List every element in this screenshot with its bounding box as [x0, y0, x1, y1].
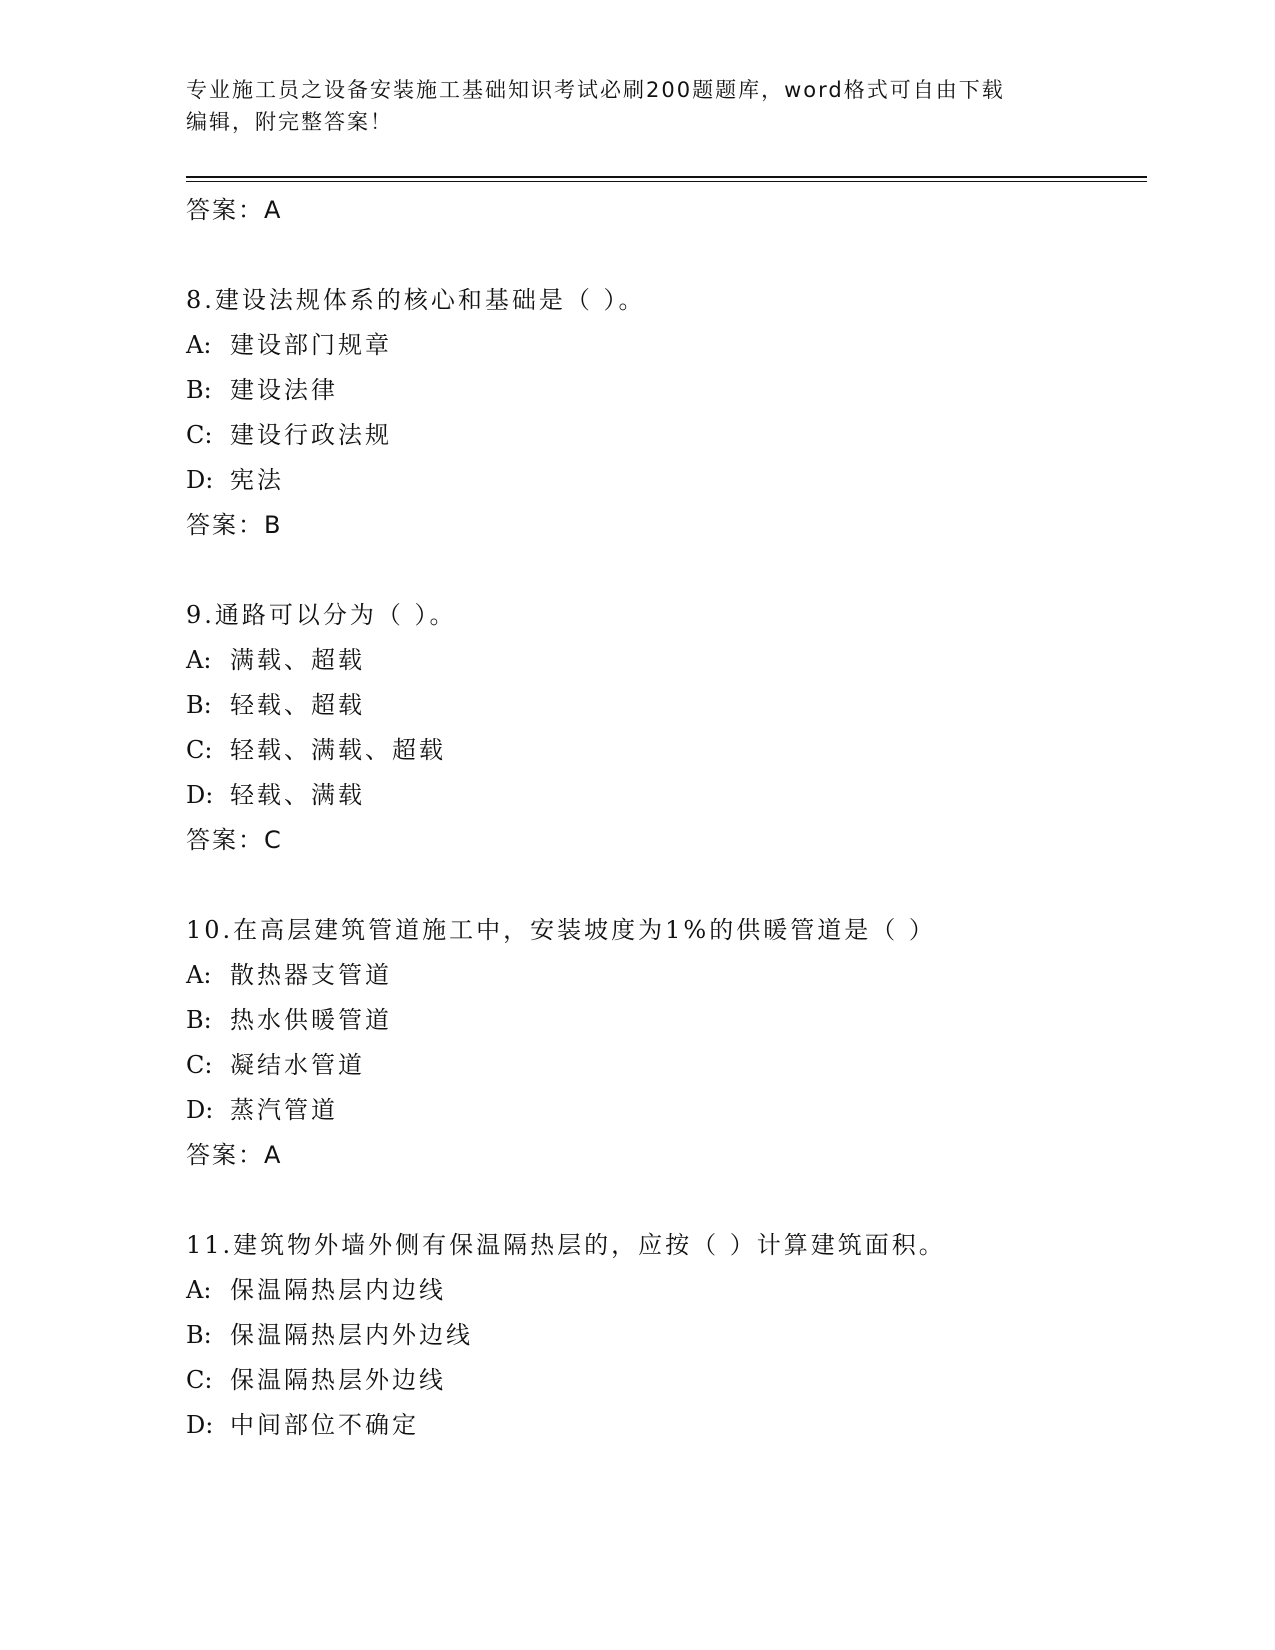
option-row [186, 689, 365, 721]
option-label: D: [186, 781, 214, 809]
option-row [186, 1274, 446, 1306]
option-text: 轻载、满载 [230, 781, 365, 809]
header-line-1: 专业施工员之设备安装施工基础知识考试必刷200题题库，word格式可自由下载 [186, 78, 1005, 102]
question-stem: 9.通路可以分为（ ）。 [186, 601, 457, 629]
option-text: 散热器支管道 [230, 961, 392, 989]
option-row [186, 959, 392, 991]
option-label: C: [186, 1051, 213, 1079]
option-text: 保温隔热层外边线 [230, 1366, 446, 1394]
option-label: B: [186, 1321, 212, 1349]
option-text: 凝结水管道 [230, 1051, 365, 1079]
option-text: 中间部位不确定 [230, 1411, 419, 1439]
option-row [186, 1004, 392, 1036]
option-text: 宪法 [230, 466, 284, 494]
option-row [186, 464, 284, 496]
option-label: A: [186, 1276, 212, 1304]
option-label: C: [186, 1366, 213, 1394]
option-text: 热水供暖管道 [230, 1006, 392, 1034]
option-label: A: [186, 331, 212, 359]
prev-answer: 答案：A [186, 196, 283, 224]
option-label: A: [186, 646, 212, 674]
option-label: D: [186, 1411, 214, 1439]
option-text: 轻载、满载、超载 [230, 736, 446, 764]
option-text: 建设行政法规 [230, 421, 392, 449]
question-stem: 10.在高层建筑管道施工中，安装坡度为1%的供暖管道是（ ） [186, 916, 936, 944]
answer: 答案：C [186, 826, 283, 854]
option-row [186, 329, 392, 361]
option-row [186, 1409, 419, 1441]
option-row [186, 1049, 365, 1081]
header-rule-thick [186, 176, 1147, 178]
option-text: 建设法律 [230, 376, 338, 404]
question-stem: 8.建设法规体系的核心和基础是（ ）。 [186, 286, 646, 314]
option-row [186, 779, 365, 811]
option-label: A: [186, 961, 212, 989]
option-text: 轻载、超载 [230, 691, 365, 719]
option-label: C: [186, 421, 213, 449]
option-row [186, 1319, 473, 1351]
question-stem: 11.建筑物外墙外侧有保温隔热层的，应按（ ）计算建筑面积。 [186, 1231, 946, 1259]
answer: 答案：A [186, 1141, 283, 1169]
option-label: B: [186, 376, 212, 404]
option-label: D: [186, 466, 214, 494]
option-label: B: [186, 1006, 212, 1034]
option-row [186, 374, 338, 406]
option-text: 建设部门规章 [230, 331, 392, 359]
option-label: B: [186, 691, 212, 719]
answer: 答案：B [186, 511, 283, 539]
option-text: 保温隔热层内外边线 [230, 1321, 473, 1349]
option-row [186, 1094, 338, 1126]
option-row [186, 644, 365, 676]
header-line-2: 编辑，附完整答案！ [186, 110, 393, 134]
option-text: 蒸汽管道 [230, 1096, 338, 1124]
header-rule-thin [186, 181, 1147, 182]
option-text: 保温隔热层内边线 [230, 1276, 446, 1304]
option-label: D: [186, 1096, 214, 1124]
option-text: 满载、超载 [230, 646, 365, 674]
document-header [186, 74, 1066, 138]
option-row [186, 1364, 446, 1396]
option-row [186, 419, 392, 451]
option-label: C: [186, 736, 213, 764]
option-row [186, 734, 446, 766]
